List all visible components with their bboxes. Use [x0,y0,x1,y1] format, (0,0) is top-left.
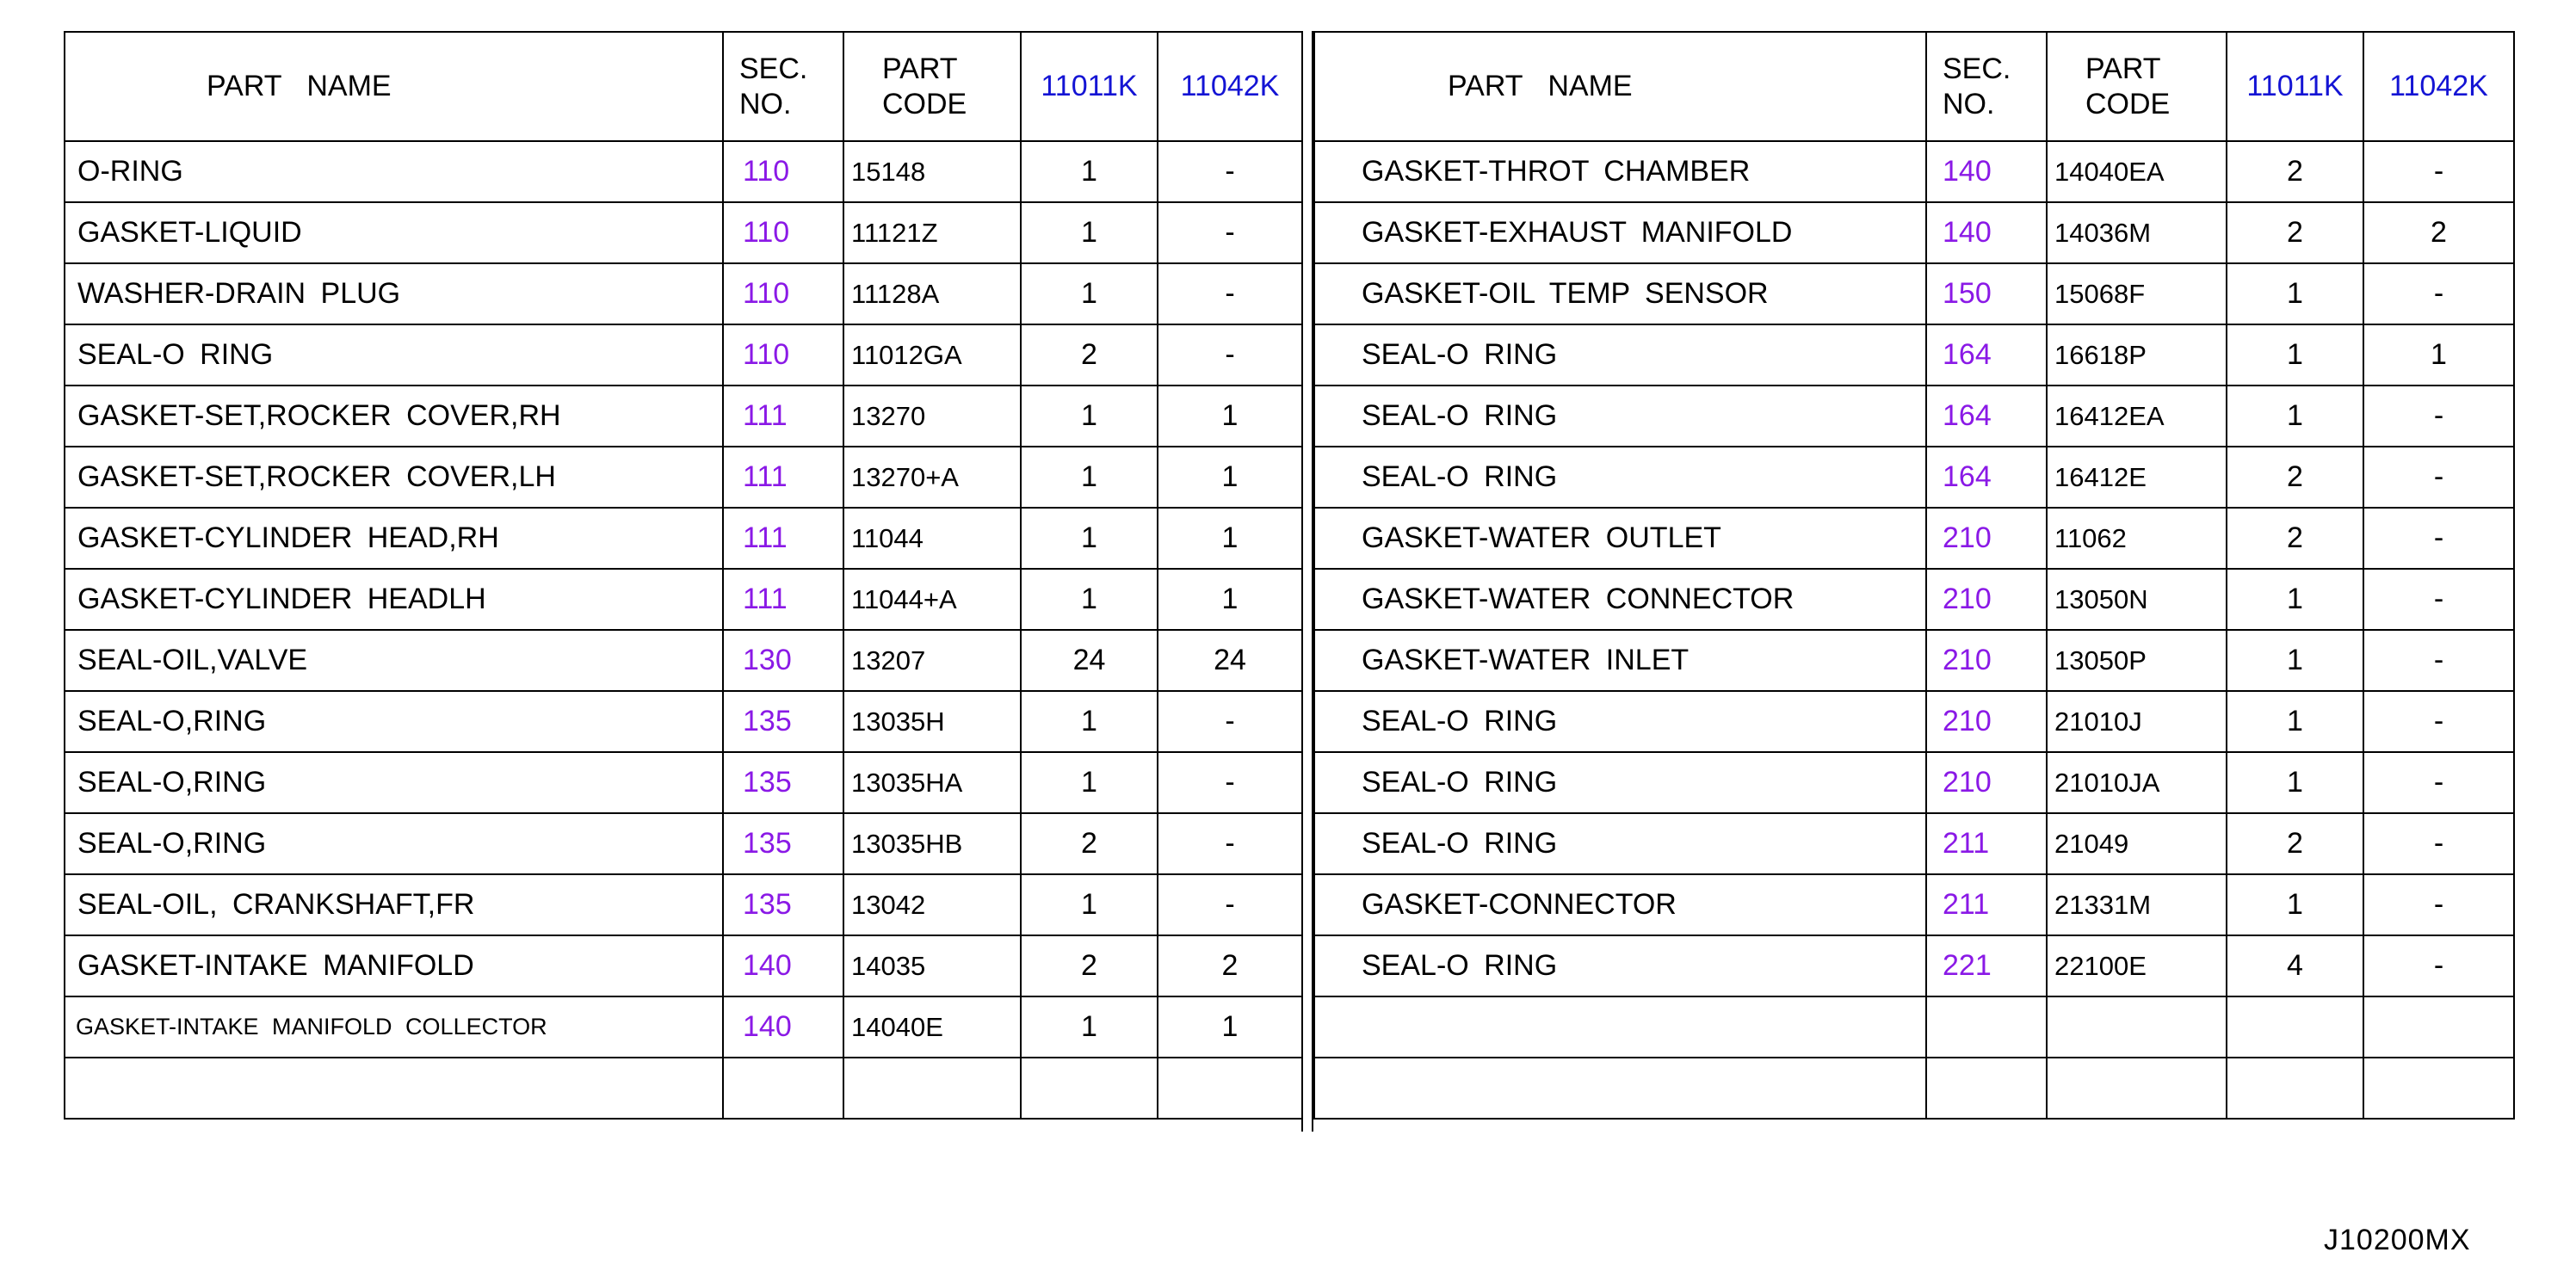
part-name-cell: GASKET-WATER CONNECTOR [1314,569,1926,630]
qty-11042k-cell: - [2363,141,2514,202]
qty-11011k-cell: 1 [2227,569,2363,630]
sec-no-cell [1926,1058,2047,1119]
part-code-cell: 11044+A [843,569,1021,630]
sec-no-cell: 221 [1926,935,2047,996]
table-row [1314,874,2514,935]
table-row [65,263,1302,324]
part-name-cell: SEAL-O,RING [65,752,723,813]
qty-11011k-cell: 1 [2227,691,2363,752]
table-row [65,508,1302,569]
sec-no-cell: 211 [1926,813,2047,874]
part-code-cell: 16412E [2047,447,2227,508]
table-row [65,935,1302,996]
part-code-cell: 15068F [2047,263,2227,324]
part-code-cell: 16618P [2047,324,2227,386]
sec-no-header: SEC. NO. [723,32,843,141]
part-code-cell: 13042 [843,874,1021,935]
part-code-cell: 13270 [843,386,1021,447]
qty-11042k-cell [2363,1058,2514,1119]
qty-11042k-cell: - [1158,813,1302,874]
qty-11042k-cell: - [2363,752,2514,813]
qty-11011k-cell: 1 [1021,691,1158,752]
table-row [65,691,1302,752]
table-row [1314,1058,2514,1119]
qty-11011k-cell: 1 [1021,996,1158,1058]
part-name-cell: GASKET-SET,ROCKER COVER,RH [65,386,723,447]
qty-11011k-cell: 2 [1021,813,1158,874]
qty-11042k-cell [1158,1058,1302,1119]
part-code-cell: 11044 [843,508,1021,569]
part-code-cell: 13035HA [843,752,1021,813]
table-row [65,141,1302,202]
qty-11042k-cell: - [2363,935,2514,996]
sec-no-cell: 111 [723,447,843,508]
qty-11042k-cell: - [2363,263,2514,324]
part-code-cell: 11121Z [843,202,1021,263]
qty-11011k-cell: 1 [2227,386,2363,447]
qty-11011k-cell: 1 [1021,508,1158,569]
table-row [1314,386,2514,447]
part-name-cell: GASKET-SET,ROCKER COVER,LH [65,447,723,508]
part-code-cell: 22100E [2047,935,2227,996]
part-code-cell: 11128A [843,263,1021,324]
table-header-row [65,32,1302,141]
table-row [1314,752,2514,813]
sec-no-cell: 110 [723,141,843,202]
table-row [65,386,1302,447]
sec-no-cell: 110 [723,202,843,263]
sec-no-cell: 135 [723,874,843,935]
part-name-cell: O-RING [65,141,723,202]
parts-table-right-body [1314,141,2514,1119]
sec-no-cell: 130 [723,630,843,691]
drawing-code: J10200MX [2324,1224,2471,1256]
part-name-cell: GASKET-OIL TEMP SENSOR [1314,263,1926,324]
table-row [1314,630,2514,691]
sec-no-cell: 135 [723,752,843,813]
sec-no-header: SEC. NO. [1926,32,2047,141]
part-code-cell: 14040EA [2047,141,2227,202]
qty-11011k-cell: 1 [1021,386,1158,447]
qty-11011k-cell [1021,1058,1158,1119]
part-name-cell: GASKET-LIQUID [65,202,723,263]
qty-11042k-cell: 1 [2363,324,2514,386]
model-11042k-header: 11042K [2363,32,2514,141]
part-code-header: PART CODE [843,32,1021,141]
part-name-cell: GASKET-CONNECTOR [1314,874,1926,935]
qty-11011k-cell: 1 [2227,630,2363,691]
part-name-cell: SEAL-OIL,VALVE [65,630,723,691]
qty-11011k-cell: 2 [1021,324,1158,386]
qty-11042k-cell: - [1158,263,1302,324]
part-code-cell: 21331M [2047,874,2227,935]
qty-11011k-cell: 2 [2227,508,2363,569]
part-name-cell: SEAL-O RING [1314,447,1926,508]
parts-table-left [64,31,1303,1120]
qty-11011k-cell: 2 [2227,141,2363,202]
sec-no-cell [1926,996,2047,1058]
part-code-cell: 13270+A [843,447,1021,508]
sec-no-cell: 210 [1926,630,2047,691]
sec-no-cell: 140 [1926,202,2047,263]
part-name-cell: SEAL-O RING [1314,386,1926,447]
part-code-cell: 15148 [843,141,1021,202]
sec-no-cell: 111 [723,508,843,569]
part-code-header: PART CODE [2047,32,2227,141]
part-name-cell [1314,1058,1926,1119]
part-name-cell: SEAL-O RING [1314,813,1926,874]
qty-11011k-cell: 1 [1021,569,1158,630]
qty-11042k-cell: - [2363,813,2514,874]
table-row [65,813,1302,874]
qty-11042k-cell: - [2363,874,2514,935]
qty-11042k-cell: 1 [1158,508,1302,569]
qty-11011k-cell [2227,996,2363,1058]
qty-11042k-cell: - [1158,752,1302,813]
table-row [65,996,1302,1058]
table-row [1314,324,2514,386]
sec-no-cell: 164 [1926,386,2047,447]
table-row [65,447,1302,508]
sec-no-cell: 210 [1926,508,2047,569]
qty-11042k-cell: 24 [1158,630,1302,691]
table-row [1314,813,2514,874]
table-row [1314,202,2514,263]
qty-11011k-cell: 1 [1021,263,1158,324]
part-name-header: PART NAME [1314,32,1926,141]
table-row [65,630,1302,691]
qty-11011k-cell: 1 [1021,874,1158,935]
sec-no-cell [723,1058,843,1119]
qty-11042k-cell: - [2363,569,2514,630]
qty-11042k-cell: - [2363,508,2514,569]
model-11011k-header: 11011K [1021,32,1158,141]
part-name-cell: SEAL-O,RING [65,691,723,752]
part-code-cell: 13035HB [843,813,1021,874]
table-row [65,202,1302,263]
sec-no-cell: 110 [723,324,843,386]
part-code-cell [2047,1058,2227,1119]
part-code-cell: 14035 [843,935,1021,996]
qty-11042k-cell: - [1158,324,1302,386]
part-code-cell: 16412EA [2047,386,2227,447]
parts-table-right [1313,31,2515,1120]
qty-11042k-cell: 2 [1158,935,1302,996]
part-code-cell: 14040E [843,996,1021,1058]
table-header-row [1314,32,2514,141]
part-name-cell: SEAL-O RING [1314,935,1926,996]
qty-11042k-cell: 2 [2363,202,2514,263]
qty-11042k-cell: - [1158,141,1302,202]
part-name-cell: SEAL-O RING [1314,691,1926,752]
part-code-cell: 14036M [2047,202,2227,263]
qty-11011k-cell [2227,1058,2363,1119]
table-row [1314,263,2514,324]
table-row [1314,508,2514,569]
part-name-cell: GASKET-CYLINDER HEAD,RH [65,508,723,569]
part-name-cell [1314,996,1926,1058]
table-row [65,569,1302,630]
qty-11011k-cell: 2 [2227,447,2363,508]
sec-no-cell: 111 [723,569,843,630]
part-name-cell: GASKET-CYLINDER HEADLH [65,569,723,630]
parts-table-left-body [65,141,1302,1119]
qty-11011k-cell: 2 [2227,813,2363,874]
qty-11011k-cell: 24 [1021,630,1158,691]
part-name-cell: GASKET-THROT CHAMBER [1314,141,1926,202]
sec-no-cell: 135 [723,813,843,874]
part-code-cell: 13035H [843,691,1021,752]
part-name-cell [65,1058,723,1119]
sec-no-cell: 140 [723,996,843,1058]
part-code-cell: 21010JA [2047,752,2227,813]
part-code-cell: 21049 [2047,813,2227,874]
part-name-cell: GASKET-EXHAUST MANIFOLD [1314,202,1926,263]
part-code-cell: 11012GA [843,324,1021,386]
qty-11011k-cell: 1 [2227,263,2363,324]
table-row [65,874,1302,935]
sec-no-cell: 164 [1926,447,2047,508]
table-row [65,752,1302,813]
qty-11042k-cell: - [2363,691,2514,752]
qty-11011k-cell: 2 [1021,935,1158,996]
qty-11042k-cell: 1 [1158,447,1302,508]
sec-no-cell: 135 [723,691,843,752]
part-name-cell: SEAL-O,RING [65,813,723,874]
sec-no-cell: 210 [1926,569,2047,630]
part-name-cell: SEAL-O RING [65,324,723,386]
qty-11011k-cell: 1 [2227,752,2363,813]
qty-11011k-cell: 1 [2227,324,2363,386]
model-11011k-header: 11011K [2227,32,2363,141]
part-name-cell: SEAL-OIL, CRANKSHAFT,FR [65,874,723,935]
sec-no-cell: 111 [723,386,843,447]
part-name-cell: WASHER-DRAIN PLUG [65,263,723,324]
table-row [1314,141,2514,202]
part-name-cell: GASKET-WATER OUTLET [1314,508,1926,569]
table-row [65,1058,1302,1119]
part-name-cell: GASKET-INTAKE MANIFOLD COLLECTOR [65,996,723,1058]
qty-11011k-cell: 1 [1021,447,1158,508]
part-code-cell: 13050N [2047,569,2227,630]
table-row [1314,569,2514,630]
qty-11011k-cell: 1 [2227,874,2363,935]
part-name-cell: SEAL-O RING [1314,324,1926,386]
part-name-cell: SEAL-O RING [1314,752,1926,813]
sec-no-cell: 164 [1926,324,2047,386]
table-row [1314,935,2514,996]
sec-no-cell: 210 [1926,691,2047,752]
part-code-cell: 21010J [2047,691,2227,752]
sec-no-cell: 210 [1926,752,2047,813]
qty-11011k-cell: 2 [2227,202,2363,263]
sec-no-cell: 140 [1926,141,2047,202]
qty-11042k-cell: - [2363,630,2514,691]
part-code-cell: 11062 [2047,508,2227,569]
sec-no-cell: 211 [1926,874,2047,935]
part-code-cell [2047,996,2227,1058]
part-name-cell: GASKET-WATER INLET [1314,630,1926,691]
part-code-cell: 13207 [843,630,1021,691]
sec-no-cell: 140 [723,935,843,996]
table-divider [1301,31,1313,1132]
qty-11011k-cell: 4 [2227,935,2363,996]
qty-11042k-cell [2363,996,2514,1058]
table-row [65,324,1302,386]
part-code-cell: 13050P [2047,630,2227,691]
qty-11011k-cell: 1 [1021,752,1158,813]
table-row [1314,447,2514,508]
qty-11042k-cell: 1 [1158,996,1302,1058]
qty-11042k-cell: - [1158,202,1302,263]
qty-11042k-cell: 1 [1158,386,1302,447]
qty-11011k-cell: 1 [1021,141,1158,202]
table-row [1314,996,2514,1058]
sec-no-cell: 110 [723,263,843,324]
qty-11042k-cell: - [2363,447,2514,508]
part-name-header: PART NAME [65,32,723,141]
qty-11011k-cell: 1 [1021,202,1158,263]
sec-no-cell: 150 [1926,263,2047,324]
part-name-cell: GASKET-INTAKE MANIFOLD [65,935,723,996]
qty-11042k-cell: 1 [1158,569,1302,630]
model-11042k-header: 11042K [1158,32,1302,141]
table-row [1314,691,2514,752]
qty-11042k-cell: - [1158,691,1302,752]
qty-11042k-cell: - [2363,386,2514,447]
qty-11042k-cell: - [1158,874,1302,935]
part-code-cell [843,1058,1021,1119]
